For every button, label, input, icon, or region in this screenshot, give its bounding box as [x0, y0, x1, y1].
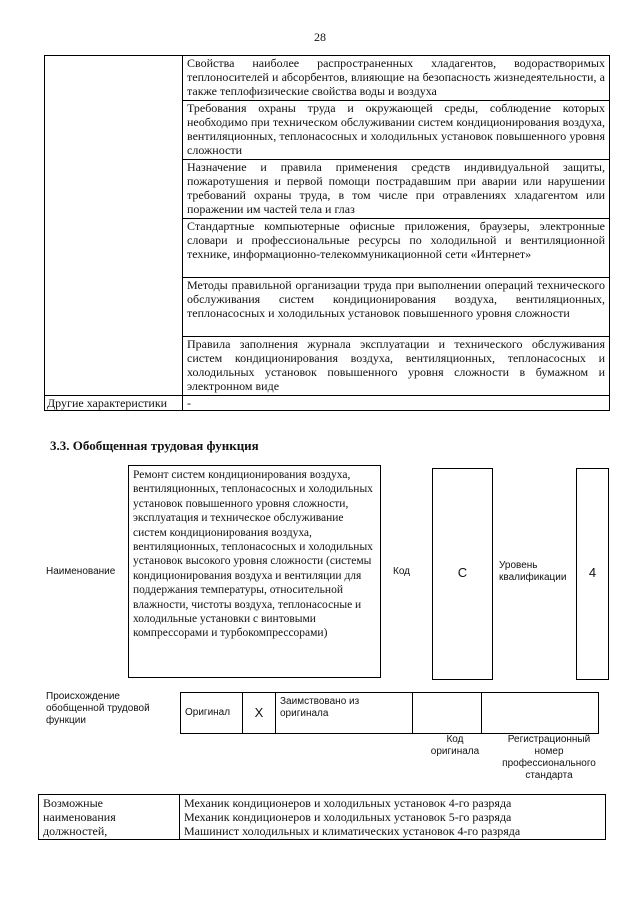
table-row: [39, 795, 606, 840]
section-title: 3.3. Обобщенная трудовая функция: [50, 438, 259, 453]
requirement-item: Стандартные компьютерные офисные приложения, браузеры, электронные словари и профессиональные ресурсы по холодильной и вентиляционной технике, информационно-телекоммуникационной сети «Интернет»: [183, 219, 610, 278]
name-label: Наименование: [46, 566, 116, 577]
code-value: C: [457, 565, 468, 580]
table-row: [45, 396, 610, 411]
code-label: Код: [393, 566, 411, 577]
reg-number-cell: [482, 693, 599, 734]
function-name-box: Ремонт систем кондиционирования воздуха, вентиляционных, теплонасосных и холодильных установок повышенного уровня сложности, эксплуатация и техническое обслуживание систем кондиционирования воздуха, вентиляционных, теплонасосных и холодильных установок высокого уровня сложности (системы кондиционирования воздуха и вентиляции для поддержания температуры, относительной влажности, чистоты воздуха, теплонасосные и холодильные установки с винтовыми компрессорами и турбокомпрессорами): [128, 465, 381, 678]
requirements-table: [44, 55, 610, 411]
positions-table: [38, 794, 606, 840]
code-box: [432, 468, 493, 680]
positions-list: [180, 795, 606, 840]
reg-number-caption: Регистрационный номер профессионального стандарта: [502, 734, 596, 781]
table-row: [181, 693, 599, 734]
code-original-caption: Код оригинала: [430, 734, 480, 757]
requirements-label-cell: [45, 56, 183, 396]
position-item: Механик кондиционеров и холодильных установок 4-го разряда: [184, 796, 512, 810]
table-row: [45, 56, 610, 101]
origin-table: [180, 692, 599, 734]
original-mark: X: [243, 693, 276, 734]
requirement-item: Правила заполнения журнала эксплуатации и технического обслуживания систем кондиционирования воздуха, вентиляционных, теплонасосных и холодильных установок повышенного уровня сложности в бумажном и электронном виде: [183, 337, 610, 396]
requirement-item: Свойства наиболее распространенных хладагентов, водорастворимых теплоносителей и абсорбентов, влияющие на безопасность жизнедеятельности, а также теплофизические свойства воды и воздуха: [183, 56, 610, 101]
code-original-cell: [413, 693, 482, 734]
level-value: 4: [588, 565, 597, 580]
other-characteristics-value: -: [183, 396, 610, 411]
requirement-item: Методы правильной организации труда при выполнении операций технического обслуживания систем кондиционирования воздуха, вентиляционных, теплонасосных и холодильных установок повышенного уровня сложности: [183, 278, 610, 337]
original-label: Оригинал: [181, 693, 243, 734]
origin-label: Происхождение обобщенной трудовой функции: [46, 691, 150, 726]
level-box: [576, 468, 609, 680]
position-item: Машинист холодильных и климатических установок 4-го разряда: [184, 824, 521, 838]
position-item: Механик кондиционеров и холодильных установок 5-го разряда: [184, 810, 512, 824]
page-number: 28: [314, 30, 326, 44]
requirement-item: Назначение и правила применения средств индивидуальной защиты, пожаротушения и первой помощи пострадавшим при аварии или нарушении требований охраны труда, в том числе при отравлениях хладагентом или поражении им частей тела и глаз: [183, 160, 610, 219]
positions-label: Возможные наименования должностей,: [39, 795, 180, 840]
borrowed-label: Заимствовано из оригинала: [276, 693, 413, 734]
other-characteristics-label: Другие характеристики: [45, 396, 183, 411]
level-label: Уровень квалификации: [499, 560, 567, 583]
requirement-item: Требования охраны труда и окружающей среды, соблюдение которых необходимо при техническом обслуживании систем кондиционирования воздуха, вентиляционных, теплонасосных и холодильных установок повышенного уровня сложности: [183, 101, 610, 160]
